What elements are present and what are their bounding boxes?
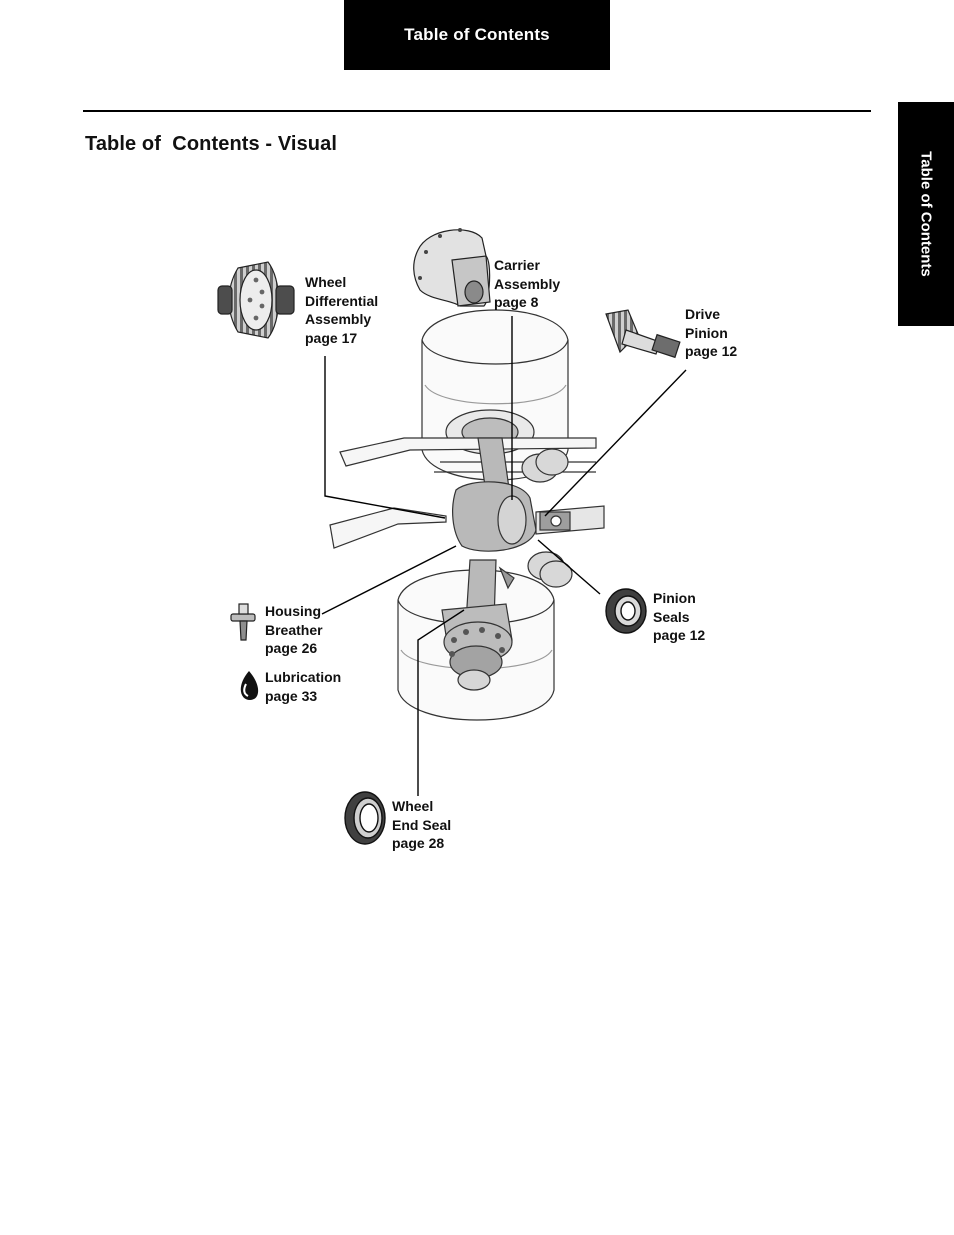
callout-page-ref: page 28 — [392, 835, 445, 852]
driveshaft — [536, 506, 604, 534]
page-title: Table of Contents - Visual — [85, 133, 337, 155]
callout-line: Differential — [305, 292, 379, 309]
callout-line: Assembly — [305, 311, 372, 328]
callout-line: Assembly — [494, 275, 561, 292]
drive-pinion-icon — [606, 310, 680, 357]
callout-carrier-assembly[interactable] — [494, 256, 560, 312]
callout-page-ref: page 12 — [653, 627, 706, 644]
wheel-end-seal-icon — [345, 792, 385, 844]
carrier-assembly-icon — [414, 228, 490, 306]
callout-wheel-end-seal[interactable] — [392, 797, 451, 853]
oil-drop-icon — [241, 671, 258, 700]
callout-line: Breather — [265, 621, 323, 638]
callout-line: Lubrication — [265, 669, 342, 685]
callout-line: Carrier — [494, 257, 540, 273]
callout-line: Pinion — [685, 324, 728, 341]
callout-drive-pinion[interactable] — [685, 305, 737, 361]
callout-lubrication[interactable] — [265, 668, 341, 705]
callout-line: Pinion — [653, 590, 696, 606]
callout-line: Drive — [685, 306, 721, 322]
callout-page-ref: page 33 — [265, 687, 318, 704]
differential-assembly-icon — [218, 262, 294, 338]
callout-line: Housing — [265, 603, 321, 619]
housing-breather-icon — [231, 604, 255, 640]
callout-page-ref: page 8 — [494, 294, 539, 311]
callout-line: End Seal — [392, 816, 452, 833]
callout-page-ref: page 17 — [305, 330, 358, 347]
pinion-seal-icon — [606, 589, 646, 633]
callout-page-ref: page 26 — [265, 640, 318, 657]
side-tab-label: Table of Contents — [917, 151, 935, 277]
callout-housing-breather[interactable] — [265, 602, 323, 658]
drive-axle-illustration — [330, 310, 604, 720]
table-of-contents-tab-label: Table of Contents — [404, 25, 550, 44]
callout-page-ref: page 12 — [685, 343, 738, 360]
callout-wheel-differential-assembly[interactable] — [305, 273, 378, 348]
callout-line: Seals — [653, 608, 690, 625]
callout-line: Wheel — [305, 274, 347, 290]
callout-pinion-seals[interactable] — [653, 589, 705, 645]
callout-line: Wheel — [392, 798, 434, 814]
